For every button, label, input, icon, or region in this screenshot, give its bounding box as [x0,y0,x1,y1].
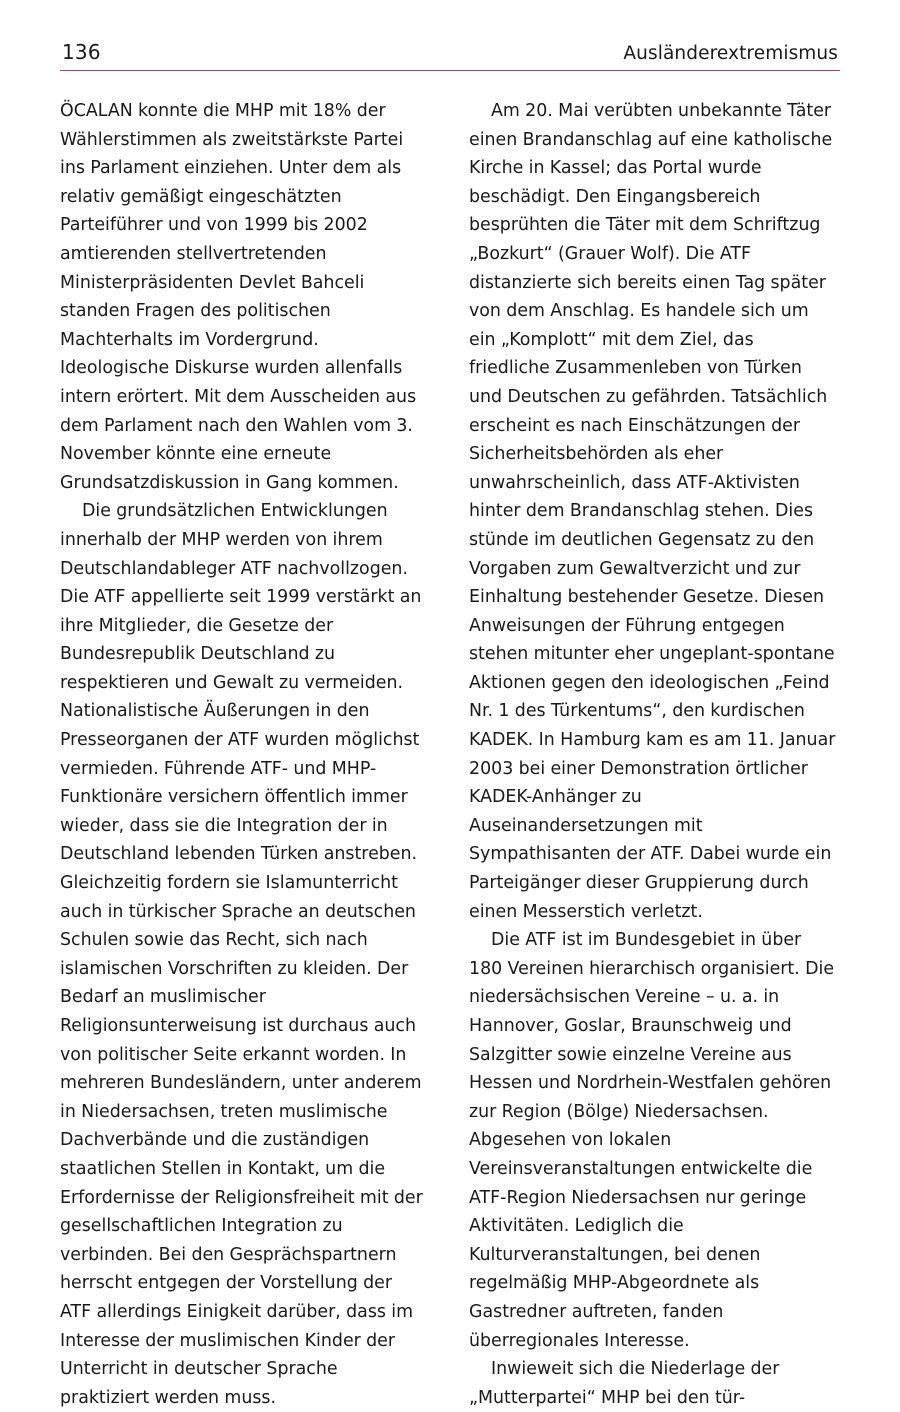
running-head: Ausländerextremismus [623,43,838,64]
paragraph: Die ATF ist im Bundesgebiet in über 180 Vereinen hierarchisch organisiert. Die niedersächsischen Vereine – u. a. in Hannover, Goslar, Braunschweig und Salzgitter sowie einzelne Vereine aus Hessen und Nordrhein-Westfalen gehören zur Region (Bölge) Niedersachsen. Abgesehen von lokalen Vereinsveranstaltungen entwickelte die ATF-Region Niedersachsen nur geringe Aktivitäten. Lediglich die Kulturveranstaltungen, bei denen regelmäßig MHP-Abgeordnete als Gastredner auftreten, fanden überregionales Interesse. [469,930,835,1351]
page-number: 136 [62,40,101,64]
page-header [60,40,840,71]
paragraph: Am 20. Mai verübten unbekannte Täter einen Brandanschlag auf eine katholische Kirche in Kassel; das Portal wurde beschädigt. Den Eingangsbereich besprühten die Täter mit dem Schriftzug „Bozkurt“ (Grauer Wolf). Die ATF distanzierte sich bereits einen Tag später von dem Anschlag. Es handele sich um ein „Komplott“ mit dem Ziel, das friedliche Zusammenleben von Türken und Deutschen zu gefährden. Tatsächlich erscheint es nach Einschätzungen der Sicherheitsbehörden als eher unwahrscheinlich, dass ATF-Aktivisten hinter dem Brandanschlag stehen. Dies stünde im deutlichen Gegensatz zu den Vorgaben zum Gewaltverzicht und zur Einhaltung bestehender Gesetze. Diesen Anweisungen der Führung entgegen stehen mitunter eher ungeplant-spontane Aktionen gegen den ideologischen „Feind Nr. 1 des Türkentums“, den kurdischen KADEK. In Hamburg kam es am 11. Januar 2003 bei einer Demonstration örtlicher KADEK-Anhänger zu Auseinandersetzungen mit Sympathisanten der ATF. Dabei wurde ein Parteigänger dieser Gruppierung durch einen Messerstich verletzt. [469,101,836,922]
paragraph: Die grundsätzlichen Entwicklungen innerhalb der MHP werden von ihrem Deutschlandableger ATF nachvollzogen. Die ATF appellierte seit 1999 verstärkt an ihre Mitglieder, die Gesetze der Bundesrepublik Deutschland zu respektieren und Gewalt zu vermeiden. Nationalistische Äußerungen in den Presseorganen der ATF wurden möglichst vermieden. Führende ATF- und MHP-Funktionäre versichern öffentlich immer wieder, dass sie die Integration der in Deutschland lebenden Türken anstreben. Gleichzeitig fordern sie Islamunterricht auch in türkischer Sprache an deutschen Schulen sowie das Recht, sich nach islamischen Vorschriften zu kleiden. Der Bedarf an muslimischer Religionsunterweisung ist durchaus auch von politischer Seite erkannt worden. In mehreren Bundesländern, unter anderem in Niedersachsen, treten muslimische Dachverbände und die zuständigen staatlichen Stellen in Kontakt, um die Erfordernisse der Religionsfreiheit mit der gesellschaftlichen Integration zu verbinden. Bei den Gesprächspartnern herrscht entgegen der Vorstellung der ATF allerdings Einigkeit darüber, dass im Interesse der muslimischen Kinder der Unterricht in deutscher Sprache praktiziert werden muss. [60,501,423,1408]
two-column-body [60,97,840,1412]
column-left [60,97,427,1412]
column-right [469,97,836,1412]
paragraph: Inwieweit sich die Niederlage der „Mutterpartei“ MHP bei den tür- [469,1359,780,1408]
paragraph: ÖCALAN konnte die MHP mit 18% der Wählerstimmen als zweitstärkste Partei ins Parlament einziehen. Unter dem als relativ gemäßigt eingeschätzten Parteiführer und von 1999 bis 2002 amtierenden stellvertretenden Ministerpräsidenten Devlet Bahceli standen Fragen des politischen Machterhalts im Vordergrund. Ideologische Diskurse wurden allenfalls intern erörtert. Mit dem Ausscheiden aus dem Parlament nach den Wahlen vom 3. November könnte eine erneute Grundsatzdiskussion in Gang kommen. [60,101,417,493]
